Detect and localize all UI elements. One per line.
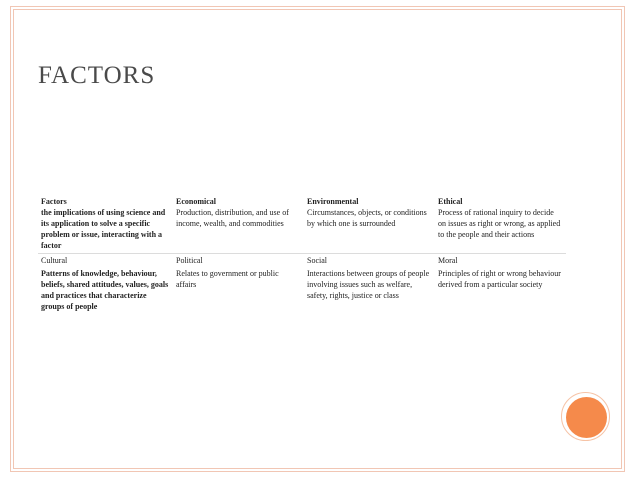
table-cell bbox=[173, 266, 304, 312]
cell-text: Cultural bbox=[41, 256, 68, 265]
cell-text: Process of rational inquiry to decide on issues as right or wrong, as applied to the people and their actions bbox=[438, 208, 561, 239]
cell-text: the implications of using science and its application to solve a specific problem or issue, interacting with a factor bbox=[41, 208, 166, 250]
table-cell bbox=[304, 196, 435, 254]
cell-heading: Factors bbox=[41, 197, 67, 206]
table-cell bbox=[435, 196, 566, 254]
table-cell bbox=[173, 254, 304, 267]
table-cell bbox=[38, 254, 173, 267]
table-row bbox=[38, 266, 566, 312]
cell-text: Production, distribution, and use of income, wealth, and commodities bbox=[176, 208, 289, 228]
table-cell bbox=[304, 266, 435, 312]
factors-table bbox=[38, 196, 566, 312]
table-cell bbox=[304, 254, 435, 267]
table-cell bbox=[173, 196, 304, 254]
slide-title: FACTORS bbox=[38, 62, 156, 89]
cell-text: Patterns of knowledge, behaviour, beliefs, shared attitudes, values, goals and practices that characterize groups of people bbox=[41, 269, 169, 311]
cell-text: Principles of right or wrong behaviour derived from a particular society bbox=[438, 269, 561, 289]
cell-text: Relates to government or public affairs bbox=[176, 269, 279, 289]
table-cell bbox=[435, 254, 566, 267]
cell-heading: Environmental bbox=[307, 197, 359, 206]
table-cell bbox=[38, 196, 173, 254]
cell-heading: Economical bbox=[176, 197, 216, 206]
table-cell bbox=[435, 266, 566, 312]
cell-heading: Ethical bbox=[438, 197, 463, 206]
cell-text: Interactions between groups of people involving issues such as welfare, safety, rights, justice or class bbox=[307, 269, 430, 300]
cell-text: Moral bbox=[438, 256, 458, 265]
cell-text: Social bbox=[307, 256, 327, 265]
cell-text: Circumstances, objects, or conditions by which one is surrounded bbox=[307, 208, 427, 228]
accent-circle bbox=[566, 397, 607, 438]
table-row bbox=[38, 196, 566, 254]
cell-text: Political bbox=[176, 256, 203, 265]
table-cell bbox=[38, 266, 173, 312]
table-row bbox=[38, 254, 566, 267]
